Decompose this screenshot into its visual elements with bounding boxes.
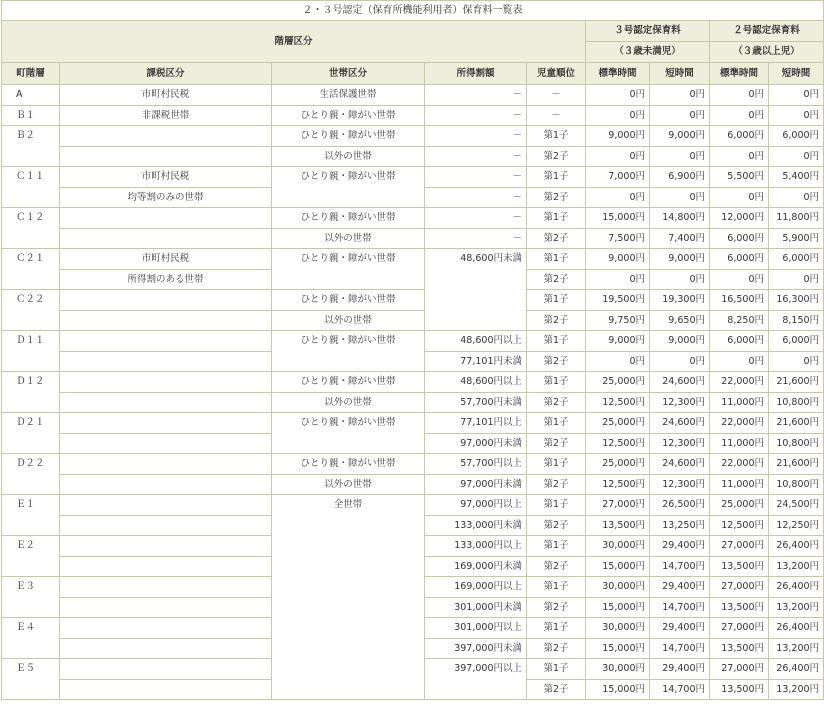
type2-short-cell: 0円 bbox=[769, 187, 824, 208]
table-row bbox=[2, 495, 824, 516]
tax-category-cell bbox=[60, 228, 272, 249]
type2-short-cell: 12,250円 bbox=[769, 515, 824, 536]
level-cell: Ｂ１ bbox=[2, 105, 60, 126]
type2-short-cell: 10,800円 bbox=[769, 474, 824, 495]
child-order-cell: 第1子 bbox=[527, 290, 586, 311]
level-cell: Ｅ１ bbox=[2, 495, 60, 536]
level-cell: A bbox=[2, 85, 60, 106]
type2-short-cell: 5,900円 bbox=[769, 228, 824, 249]
household-category-cell: ひとり親・障がい世帯 bbox=[272, 290, 425, 311]
tax-category-cell bbox=[60, 638, 272, 659]
income-amount-cell: － bbox=[425, 167, 527, 188]
type3-short-cell: 0円 bbox=[650, 146, 710, 167]
tax-category-cell bbox=[60, 597, 272, 618]
income-amount-cell: 48,600円未満 bbox=[425, 249, 527, 331]
tax-category-cell bbox=[60, 433, 272, 454]
type2-standard-cell: 0円 bbox=[710, 351, 769, 372]
table-row bbox=[2, 249, 824, 270]
type2-short-cell: 6,000円 bbox=[769, 126, 824, 147]
type3-standard-cell: 25,000円 bbox=[586, 413, 650, 434]
household-category-cell: ひとり親・障がい世帯 bbox=[272, 126, 425, 147]
type3-standard-cell: 12,500円 bbox=[586, 433, 650, 454]
level-cell: Ｂ２ bbox=[2, 126, 60, 167]
tax-category-cell: 市町村民税 bbox=[60, 85, 272, 106]
type3-short-cell: 6,900円 bbox=[650, 167, 710, 188]
type3-standard-cell: 25,000円 bbox=[586, 372, 650, 393]
type2-standard-cell: 27,000円 bbox=[710, 577, 769, 598]
level-cell: Ｃ２２ bbox=[2, 290, 60, 331]
child-order-cell: 第2子 bbox=[527, 269, 586, 290]
child-order-cell: 第1子 bbox=[527, 454, 586, 475]
child-order-cell: 第2子 bbox=[527, 310, 586, 331]
table-body bbox=[2, 85, 824, 700]
child-order-cell: 第1子 bbox=[527, 331, 586, 352]
type2-standard-cell: 0円 bbox=[710, 269, 769, 290]
table-row bbox=[2, 413, 824, 434]
col-header-tax: 課税区分 bbox=[60, 63, 272, 85]
income-amount-cell: 301,000円未満 bbox=[425, 597, 527, 618]
tax-category-cell bbox=[60, 679, 272, 700]
type3-standard-cell: 7,500円 bbox=[586, 228, 650, 249]
income-amount-cell: － bbox=[425, 85, 527, 106]
child-order-cell: 第1子 bbox=[527, 372, 586, 393]
type3-short-cell: 12,300円 bbox=[650, 474, 710, 495]
type2-standard-cell: 25,000円 bbox=[710, 495, 769, 516]
type2-short-cell: 10,800円 bbox=[769, 433, 824, 454]
type3-standard-cell: 9,000円 bbox=[586, 126, 650, 147]
type2-short-cell: 21,600円 bbox=[769, 454, 824, 475]
col-header-level: 町階層 bbox=[2, 63, 60, 85]
type2-standard-cell: 13,500円 bbox=[710, 679, 769, 700]
level-cell: Ｅ３ bbox=[2, 577, 60, 618]
type3-short-cell: 0円 bbox=[650, 351, 710, 372]
type3-short-cell: 29,400円 bbox=[650, 618, 710, 639]
type3-short-cell: 14,700円 bbox=[650, 556, 710, 577]
child-order-cell: － bbox=[527, 85, 586, 106]
type3-short-cell: 12,300円 bbox=[650, 392, 710, 413]
tax-category-cell bbox=[60, 618, 272, 639]
tax-category-cell bbox=[60, 474, 272, 495]
type2-short-cell: 13,200円 bbox=[769, 679, 824, 700]
type3-short-cell: 24,600円 bbox=[650, 372, 710, 393]
table-row bbox=[2, 208, 824, 229]
type3-standard-cell: 0円 bbox=[586, 85, 650, 106]
type3-short-cell: 14,700円 bbox=[650, 597, 710, 618]
type2-standard-cell: 11,000円 bbox=[710, 433, 769, 454]
type2-short-cell: 26,400円 bbox=[769, 618, 824, 639]
child-order-cell: 第1子 bbox=[527, 413, 586, 434]
child-order-cell: 第2子 bbox=[527, 474, 586, 495]
type2-standard-cell: 5,500円 bbox=[710, 167, 769, 188]
type3-short-cell: 19,300円 bbox=[650, 290, 710, 311]
type3-short-cell: 9,650円 bbox=[650, 310, 710, 331]
type2-standard-cell: 6,000円 bbox=[710, 126, 769, 147]
type2-standard-cell: 12,000円 bbox=[710, 208, 769, 229]
type2-short-cell: 0円 bbox=[769, 269, 824, 290]
household-category-cell: 以外の世帯 bbox=[272, 310, 425, 331]
type2-standard-cell: 27,000円 bbox=[710, 659, 769, 680]
type3-short-cell: 0円 bbox=[650, 85, 710, 106]
child-order-cell: 第1子 bbox=[527, 249, 586, 270]
income-amount-cell: 57,700円未満 bbox=[425, 392, 527, 413]
table-row bbox=[2, 146, 824, 167]
type3-standard-cell: 15,000円 bbox=[586, 556, 650, 577]
type2-standard-cell: 0円 bbox=[710, 85, 769, 106]
tax-category-cell bbox=[60, 413, 272, 434]
income-amount-cell: 133,000円以上 bbox=[425, 536, 527, 557]
table-row bbox=[2, 454, 824, 475]
household-category-cell: ひとり親・障がい世帯 bbox=[272, 454, 425, 475]
tax-category-cell bbox=[60, 495, 272, 516]
type3-standard-cell: 0円 bbox=[586, 105, 650, 126]
table-row bbox=[2, 392, 824, 413]
table-caption: ２・３号認定（保育所機能利用者）保育料一覧表 bbox=[2, 1, 824, 21]
header-type2-title: ２号認定保育料 bbox=[710, 21, 824, 42]
col-header-type2-short: 短時間 bbox=[769, 63, 824, 85]
child-order-cell: 第1子 bbox=[527, 495, 586, 516]
type2-standard-cell: 8,250円 bbox=[710, 310, 769, 331]
income-amount-cell: 97,000円未満 bbox=[425, 433, 527, 454]
type2-short-cell: 6,000円 bbox=[769, 331, 824, 352]
type3-standard-cell: 15,000円 bbox=[586, 208, 650, 229]
header-group-label: 階層区分 bbox=[2, 21, 586, 63]
type3-standard-cell: 0円 bbox=[586, 146, 650, 167]
income-amount-cell: 77,101円未満 bbox=[425, 351, 527, 372]
type3-short-cell: 14,800円 bbox=[650, 208, 710, 229]
income-amount-cell: 48,600円以上 bbox=[425, 372, 527, 393]
child-order-cell: 第2子 bbox=[527, 187, 586, 208]
table-row bbox=[2, 372, 824, 393]
income-amount-cell: 169,000円未満 bbox=[425, 556, 527, 577]
type2-standard-cell: 16,500円 bbox=[710, 290, 769, 311]
type2-short-cell: 5,400円 bbox=[769, 167, 824, 188]
table-row bbox=[2, 331, 824, 352]
type2-standard-cell: 11,000円 bbox=[710, 392, 769, 413]
tax-category-cell: 市町村民税 bbox=[60, 167, 272, 188]
type3-short-cell: 7,400円 bbox=[650, 228, 710, 249]
household-category-cell: 以外の世帯 bbox=[272, 146, 425, 167]
household-category-cell: ひとり親・障がい世帯 bbox=[272, 105, 425, 126]
table-row bbox=[2, 105, 824, 126]
type2-standard-cell: 0円 bbox=[710, 105, 769, 126]
income-amount-cell: 48,600円以上 bbox=[425, 331, 527, 352]
level-cell: Ｃ２１ bbox=[2, 249, 60, 290]
type3-short-cell: 14,700円 bbox=[650, 638, 710, 659]
type3-standard-cell: 9,000円 bbox=[586, 249, 650, 270]
type2-short-cell: 24,500円 bbox=[769, 495, 824, 516]
child-order-cell: 第2子 bbox=[527, 392, 586, 413]
household-category-cell: 全世帯 bbox=[272, 495, 425, 700]
type2-short-cell: 16,300円 bbox=[769, 290, 824, 311]
household-category-cell: 以外の世帯 bbox=[272, 228, 425, 249]
tax-category-cell bbox=[60, 372, 272, 393]
type3-short-cell: 13,250円 bbox=[650, 515, 710, 536]
header-type2-sub: （３歳以上児） bbox=[710, 42, 824, 63]
type2-short-cell: 26,400円 bbox=[769, 659, 824, 680]
child-order-cell: 第1子 bbox=[527, 618, 586, 639]
household-category-cell: ひとり親・障がい世帯 bbox=[272, 413, 425, 454]
type2-standard-cell: 6,000円 bbox=[710, 331, 769, 352]
type3-standard-cell: 0円 bbox=[586, 351, 650, 372]
level-cell: Ｄ２１ bbox=[2, 413, 60, 454]
income-amount-cell: 133,000円未満 bbox=[425, 515, 527, 536]
type3-standard-cell: 0円 bbox=[586, 187, 650, 208]
type2-standard-cell: 0円 bbox=[710, 187, 769, 208]
tax-category-cell bbox=[60, 146, 272, 167]
income-amount-cell: 301,000円以上 bbox=[425, 618, 527, 639]
level-cell: Ｄ１２ bbox=[2, 372, 60, 413]
table-row bbox=[2, 310, 824, 331]
col-header-type3-short: 短時間 bbox=[650, 63, 710, 85]
child-order-cell: 第2子 bbox=[527, 433, 586, 454]
type3-standard-cell: 27,000円 bbox=[586, 495, 650, 516]
tax-category-cell bbox=[60, 290, 272, 311]
level-cell: Ｃ１１ bbox=[2, 167, 60, 208]
header-type3-title: ３号認定保育料 bbox=[586, 21, 710, 42]
type2-standard-cell: 27,000円 bbox=[710, 618, 769, 639]
type2-standard-cell: 13,500円 bbox=[710, 597, 769, 618]
type2-short-cell: 6,000円 bbox=[769, 249, 824, 270]
level-cell: Ｄ２２ bbox=[2, 454, 60, 495]
income-amount-cell: 57,700円以上 bbox=[425, 454, 527, 475]
type3-short-cell: 0円 bbox=[650, 105, 710, 126]
child-order-cell: 第1子 bbox=[527, 167, 586, 188]
tax-category-cell bbox=[60, 126, 272, 147]
type2-short-cell: 13,200円 bbox=[769, 597, 824, 618]
child-order-cell: 第1子 bbox=[527, 126, 586, 147]
child-order-cell: 第2子 bbox=[527, 638, 586, 659]
type3-short-cell: 29,400円 bbox=[650, 659, 710, 680]
household-category-cell: ひとり親・障がい世帯 bbox=[272, 372, 425, 393]
type3-short-cell: 12,300円 bbox=[650, 433, 710, 454]
tax-category-cell bbox=[60, 536, 272, 557]
type3-short-cell: 0円 bbox=[650, 187, 710, 208]
type3-standard-cell: 0円 bbox=[586, 269, 650, 290]
type2-short-cell: 0円 bbox=[769, 351, 824, 372]
type3-short-cell: 26,500円 bbox=[650, 495, 710, 516]
table-row bbox=[2, 474, 824, 495]
table-row bbox=[2, 290, 824, 311]
child-order-cell: 第1子 bbox=[527, 536, 586, 557]
type3-standard-cell: 25,000円 bbox=[586, 454, 650, 475]
tax-category-cell bbox=[60, 577, 272, 598]
table-row bbox=[2, 85, 824, 106]
type3-standard-cell: 30,000円 bbox=[586, 659, 650, 680]
level-cell: Ｅ５ bbox=[2, 659, 60, 700]
income-amount-cell: 397,000円未満 bbox=[425, 638, 527, 659]
household-category-cell: 以外の世帯 bbox=[272, 474, 425, 495]
income-amount-cell: － bbox=[425, 208, 527, 229]
tax-category-cell bbox=[60, 454, 272, 475]
child-order-cell: 第1子 bbox=[527, 577, 586, 598]
type3-standard-cell: 15,000円 bbox=[586, 597, 650, 618]
type3-standard-cell: 12,500円 bbox=[586, 392, 650, 413]
type2-short-cell: 0円 bbox=[769, 85, 824, 106]
household-category-cell: ひとり親・障がい世帯 bbox=[272, 331, 425, 372]
tax-category-cell: 均等割のみの世帯 bbox=[60, 187, 272, 208]
child-order-cell: 第2子 bbox=[527, 515, 586, 536]
type2-standard-cell: 11,000円 bbox=[710, 474, 769, 495]
child-order-cell: － bbox=[527, 105, 586, 126]
type2-standard-cell: 22,000円 bbox=[710, 372, 769, 393]
income-amount-cell: 397,000円以上 bbox=[425, 659, 527, 700]
tax-category-cell bbox=[60, 331, 272, 352]
type3-standard-cell: 15,000円 bbox=[586, 679, 650, 700]
type2-short-cell: 26,400円 bbox=[769, 577, 824, 598]
type2-standard-cell: 0円 bbox=[710, 146, 769, 167]
child-order-cell: 第2子 bbox=[527, 556, 586, 577]
type3-standard-cell: 7,000円 bbox=[586, 167, 650, 188]
col-header-child-order: 児童順位 bbox=[527, 63, 586, 85]
type2-short-cell: 0円 bbox=[769, 146, 824, 167]
child-order-cell: 第1子 bbox=[527, 208, 586, 229]
household-category-cell: ひとり親・障がい世帯 bbox=[272, 167, 425, 208]
income-amount-cell: 97,000円以上 bbox=[425, 495, 527, 516]
type2-standard-cell: 27,000円 bbox=[710, 536, 769, 557]
col-header-income: 所得割額 bbox=[425, 63, 527, 85]
fee-table bbox=[1, 0, 824, 700]
type3-short-cell: 14,700円 bbox=[650, 679, 710, 700]
type2-short-cell: 26,400円 bbox=[769, 536, 824, 557]
income-amount-cell: 97,000円未満 bbox=[425, 474, 527, 495]
household-category-cell: 生活保護世帯 bbox=[272, 85, 425, 106]
type2-standard-cell: 13,500円 bbox=[710, 556, 769, 577]
type2-standard-cell: 12,500円 bbox=[710, 515, 769, 536]
level-cell: Ｄ１１ bbox=[2, 331, 60, 372]
col-header-type3-standard: 標準時間 bbox=[586, 63, 650, 85]
type3-short-cell: 9,000円 bbox=[650, 331, 710, 352]
type2-short-cell: 13,200円 bbox=[769, 556, 824, 577]
child-order-cell: 第1子 bbox=[527, 659, 586, 680]
income-amount-cell: 169,000円以上 bbox=[425, 577, 527, 598]
tax-category-cell bbox=[60, 208, 272, 229]
tax-category-cell: 所得割のある世帯 bbox=[60, 269, 272, 290]
type3-short-cell: 24,600円 bbox=[650, 413, 710, 434]
type3-standard-cell: 19,500円 bbox=[586, 290, 650, 311]
type3-standard-cell: 9,000円 bbox=[586, 331, 650, 352]
type3-short-cell: 29,400円 bbox=[650, 536, 710, 557]
type2-short-cell: 11,800円 bbox=[769, 208, 824, 229]
tax-category-cell bbox=[60, 392, 272, 413]
child-order-cell: 第2子 bbox=[527, 146, 586, 167]
type2-short-cell: 0円 bbox=[769, 105, 824, 126]
col-header-type2-standard: 標準時間 bbox=[710, 63, 769, 85]
income-amount-cell: － bbox=[425, 105, 527, 126]
type3-standard-cell: 30,000円 bbox=[586, 618, 650, 639]
type2-standard-cell: 22,000円 bbox=[710, 454, 769, 475]
child-order-cell: 第2子 bbox=[527, 351, 586, 372]
tax-category-cell bbox=[60, 351, 272, 372]
type2-standard-cell: 13,500円 bbox=[710, 638, 769, 659]
type3-short-cell: 24,600円 bbox=[650, 454, 710, 475]
type3-standard-cell: 9,750円 bbox=[586, 310, 650, 331]
tax-category-cell bbox=[60, 310, 272, 331]
type3-standard-cell: 30,000円 bbox=[586, 536, 650, 557]
type3-standard-cell: 15,000円 bbox=[586, 638, 650, 659]
type2-short-cell: 21,600円 bbox=[769, 413, 824, 434]
type2-short-cell: 10,800円 bbox=[769, 392, 824, 413]
child-order-cell: 第2子 bbox=[527, 228, 586, 249]
type3-standard-cell: 12,500円 bbox=[586, 474, 650, 495]
col-header-household: 世帯区分 bbox=[272, 63, 425, 85]
table-row bbox=[2, 167, 824, 188]
type3-short-cell: 29,400円 bbox=[650, 577, 710, 598]
type3-short-cell: 9,000円 bbox=[650, 126, 710, 147]
tax-category-cell bbox=[60, 515, 272, 536]
type2-standard-cell: 22,000円 bbox=[710, 413, 769, 434]
tax-category-cell bbox=[60, 659, 272, 680]
type3-standard-cell: 13,500円 bbox=[586, 515, 650, 536]
header-type3-sub: （３歳未満児） bbox=[586, 42, 710, 63]
type2-short-cell: 8,150円 bbox=[769, 310, 824, 331]
income-amount-cell: － bbox=[425, 187, 527, 208]
level-cell: Ｅ４ bbox=[2, 618, 60, 659]
table-row bbox=[2, 126, 824, 147]
income-amount-cell: － bbox=[425, 146, 527, 167]
child-order-cell: 第2子 bbox=[527, 679, 586, 700]
table-row bbox=[2, 228, 824, 249]
type2-standard-cell: 6,000円 bbox=[710, 228, 769, 249]
type3-short-cell: 0円 bbox=[650, 269, 710, 290]
household-category-cell: 以外の世帯 bbox=[272, 392, 425, 413]
tax-category-cell: 非課税世帯 bbox=[60, 105, 272, 126]
tax-category-cell: 市町村民税 bbox=[60, 249, 272, 270]
income-amount-cell: － bbox=[425, 126, 527, 147]
type2-standard-cell: 6,000円 bbox=[710, 249, 769, 270]
household-category-cell: ひとり親・障がい世帯 bbox=[272, 249, 425, 290]
type3-short-cell: 9,000円 bbox=[650, 249, 710, 270]
level-cell: Ｅ２ bbox=[2, 536, 60, 577]
type3-standard-cell: 30,000円 bbox=[586, 577, 650, 598]
income-amount-cell: － bbox=[425, 228, 527, 249]
household-category-cell: ひとり親・障がい世帯 bbox=[272, 208, 425, 229]
tax-category-cell bbox=[60, 556, 272, 577]
type2-short-cell: 21,600円 bbox=[769, 372, 824, 393]
level-cell: Ｃ１２ bbox=[2, 208, 60, 249]
income-amount-cell: 77,101円以上 bbox=[425, 413, 527, 434]
child-order-cell: 第2子 bbox=[527, 597, 586, 618]
type2-short-cell: 13,200円 bbox=[769, 638, 824, 659]
